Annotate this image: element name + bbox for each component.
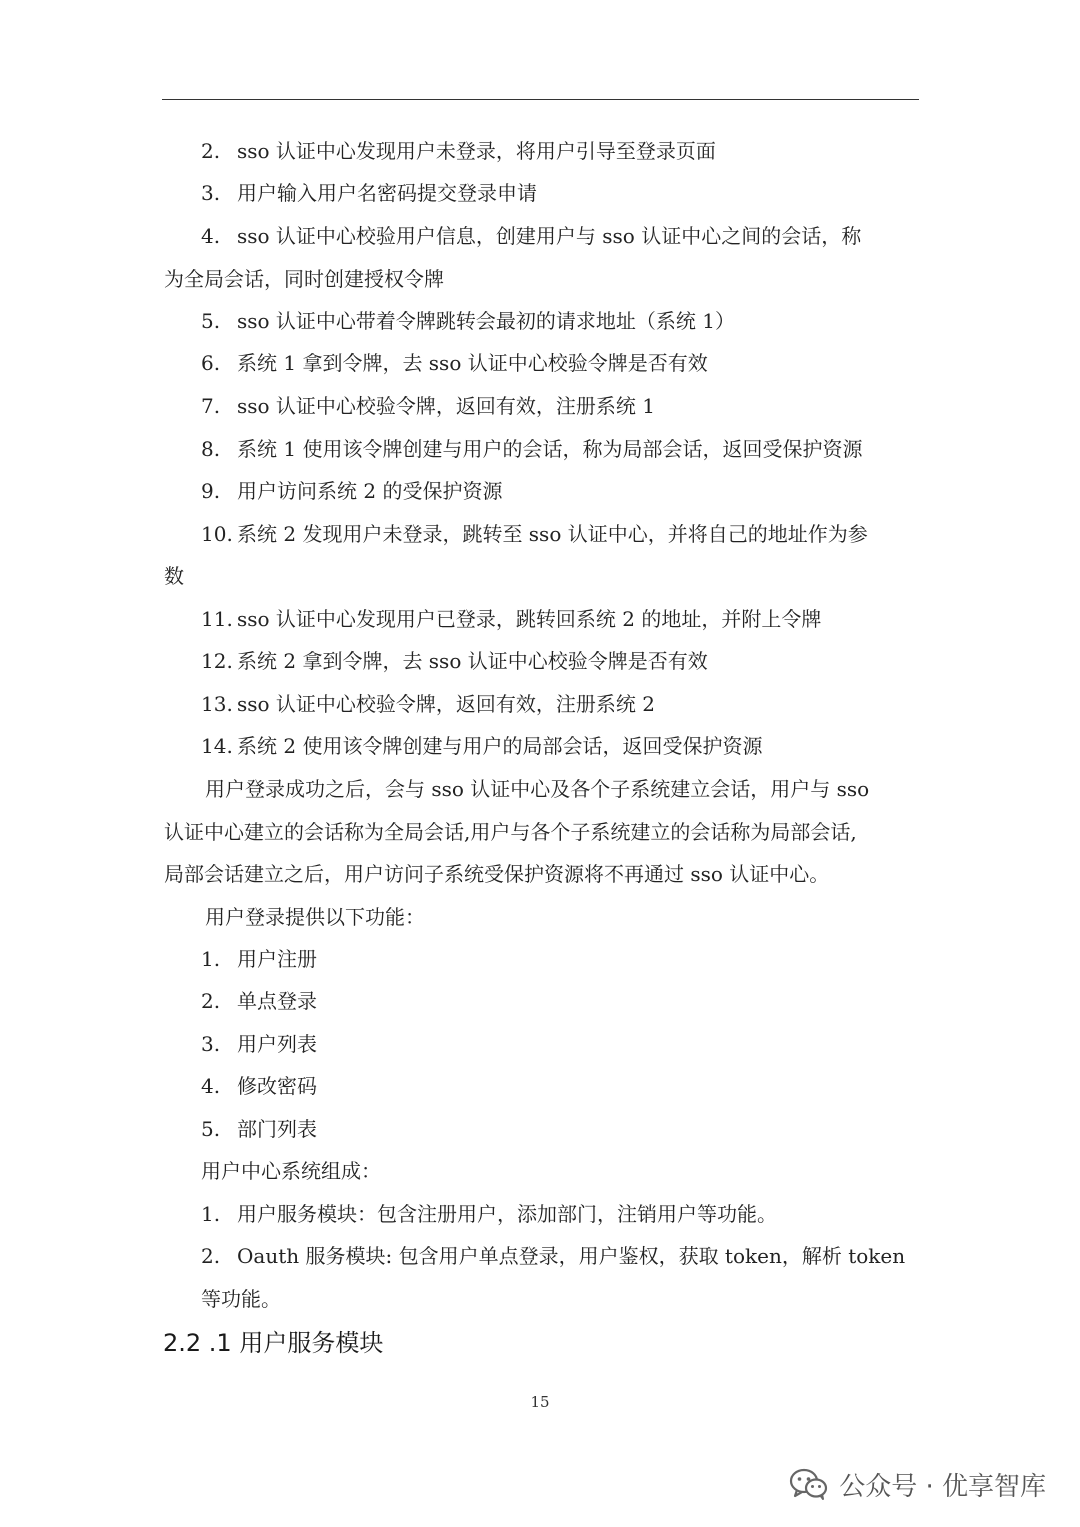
list-item: 5. sso 认证中心带着令牌跳转会最初的请求地址（系统 1） (201, 309, 736, 333)
watermark-label: 公众号 · 优享智库 (839, 1471, 1046, 1502)
list-item: 6. 系统 1 拿到令牌，去 sso 认证中心校验令牌是否有效 (201, 351, 708, 375)
list-item: 3. 用户输入用户名密码提交登录申请 (201, 181, 537, 205)
list-item: 8. 系统 1 使用该令牌创建与用户的会话，称为局部会话，返回受保护资源 (201, 437, 863, 461)
list-item: 2. 单点登录 (201, 989, 317, 1013)
section-heading: 2.2 .1 用户服务模块 (163, 1329, 384, 1357)
list-item: 2. sso 认证中心发现用户未登录，将用户引导至登录页面 (201, 139, 716, 163)
list-item: 13. sso 认证中心校验令牌，返回有效，注册系统 2 (201, 692, 656, 716)
header-rule (162, 99, 919, 100)
list-item: 3. 用户列表 (201, 1032, 317, 1056)
paragraph-line: 用户中心系统组成： (201, 1159, 381, 1183)
list-item-continuation: 等功能。 (201, 1287, 281, 1311)
list-item: 11. sso 认证中心发现用户已登录，跳转回系统 2 的地址，并附上令牌 (201, 607, 822, 631)
watermark (789, 1458, 1046, 1510)
list-item: 9. 用户访问系统 2 的受保护资源 (201, 479, 503, 503)
paragraph-line: 认证中心建立的会话称为全局会话,用户与各个子系统建立的会话称为局部会话, (164, 820, 857, 844)
list-item: 4. 修改密码 (201, 1074, 317, 1098)
list-item: 14. 系统 2 使用该令牌创建与用户的局部会话，返回受保护资源 (201, 734, 763, 758)
list-item: 2. Oauth 服务模块: 包含用户单点登录，用户鉴权，获取 token，解析 token (201, 1244, 906, 1268)
list-item-continuation: 为全局会话，同时创建授权令牌 (164, 267, 444, 291)
list-item: 1. 用户注册 (201, 947, 317, 971)
list-item-continuation: 数 (164, 564, 184, 588)
paragraph-line: 用户登录成功之后，会与 sso 认证中心及各个子系统建立会话，用户与 sso (205, 777, 870, 801)
list-item: 1. 用户服务模块：包含注册用户，添加部门，注销用户等功能。 (201, 1202, 777, 1226)
page-number: 15 (530, 1393, 550, 1411)
paragraph-line: 用户登录提供以下功能： (205, 905, 425, 929)
list-item: 12. 系统 2 拿到令牌，去 sso 认证中心校验令牌是否有效 (201, 649, 708, 673)
paragraph-line: 局部会话建立之后，用户访问子系统受保护资源将不再通过 sso 认证中心。 (164, 862, 830, 886)
wechat-icon (789, 1467, 829, 1501)
list-item: 5. 部门列表 (201, 1117, 317, 1141)
list-item: 4. sso 认证中心校验用户信息，创建用户与 sso 认证中心之间的会话，称 (201, 224, 862, 248)
list-item: 10. 系统 2 发现用户未登录，跳转至 sso 认证中心，并将自己的地址作为参 (201, 522, 868, 546)
list-item: 7. sso 认证中心校验令牌，返回有效，注册系统 1 (201, 394, 656, 418)
